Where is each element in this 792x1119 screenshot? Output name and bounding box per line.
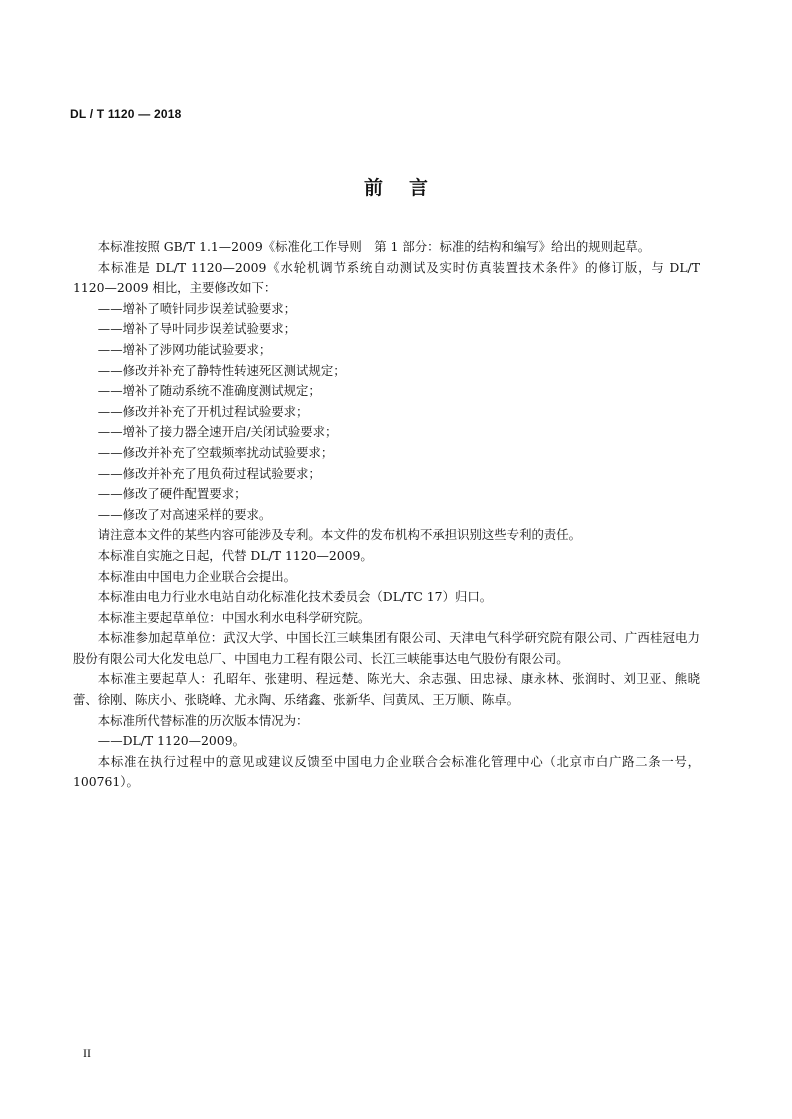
change-item: ——增补了喷针同步误差试验要求； (97, 300, 297, 316)
change-item: ——修改了硬件配置要求； (97, 486, 247, 502)
change-item: ——增补了导叶同步误差试验要求； (97, 321, 297, 337)
page-title: 前言 (363, 177, 454, 199)
paragraph-replaces: 本标准自实施之日起，代替 DL/T 1120—2009。 (97, 547, 373, 563)
change-item: ——修改了对高速采样的要求。 (97, 506, 272, 522)
change-item: ——修改并补充了静特性转速死区测试规定； (97, 362, 346, 378)
change-item: ——增补了涉网功能试验要求； (97, 341, 272, 357)
paragraph-version-history: 本标准所代替标准的历次版本情况为： (97, 712, 309, 728)
paragraph-proposer: 本标准由中国电力企业联合会提出。 (97, 568, 297, 584)
paragraph-technical-committee: 本标准由电力行业水电站自动化标准化技术委员会（DL/TC 17）归口。 (97, 589, 493, 605)
foreword-body (73, 237, 700, 793)
paragraph-revision-intro: 本标准是 DL/T 1120—2009《水轮机调节系统自动测试及实时仿真装置技术条件》的修订版，与 DL/T 1120—2009 相比，主要修改如下： (73, 259, 700, 296)
paragraph-patent-notice: 请注意本文件的某些内容可能涉及专利。本文件的发布机构不承担识别这些专利的责任。 (97, 527, 582, 543)
paragraph-feedback: 本标准在执行过程中的意见或建议反馈至中国电力企业联合会标准化管理中心（北京市白广路二条一号，100761）。 (73, 753, 700, 790)
paragraph-main-drafters: 本标准主要起草人：孔昭年、张建明、程远楚、陈光大、余志强、田忠禄、康永林、张润时、刘卫亚、熊晓蕾、徐刚、陈庆小、张晓峰、尤永陶、乐绪鑫、张新华、闫黄凤、王万顺、陈卓。 (73, 671, 700, 708)
paragraph-participating-units: 本标准参加起草单位：武汉大学、中国长江三峡集团有限公司、天津电气科学研究院有限公司、广西桂冠电力股份有限公司大化发电总厂、中国电力工程有限公司、长江三峡能事达电气股份有限公司。 (73, 630, 700, 666)
page-number: II (83, 1046, 91, 1060)
change-item: ——修改并补充了甩负荷过程试验要求； (97, 465, 321, 481)
version-history-item: ——DL/T 1120—2009。 (97, 733, 245, 749)
paragraph-main-drafting-unit: 本标准主要起草单位：中国水利水电科学研究院。 (97, 609, 371, 625)
change-item: ——增补了接力器全速开启/关闭试验要求； (97, 424, 338, 440)
paragraph-drafting-rules: 本标准按照 GB/T 1.1—2009《标准化工作导则 第 1 部分：标准的结构和编写》给出的规则起草。 (97, 239, 651, 254)
change-item: ——修改并补充了空载频率扰动试验要求； (97, 444, 334, 460)
change-item: ——增补了随动系统不准确度测试规定； (97, 383, 321, 399)
change-item: ——修改并补充了开机过程试验要求； (97, 403, 309, 419)
standard-code-header: DL / T 1120 — 2018 (70, 107, 182, 121)
